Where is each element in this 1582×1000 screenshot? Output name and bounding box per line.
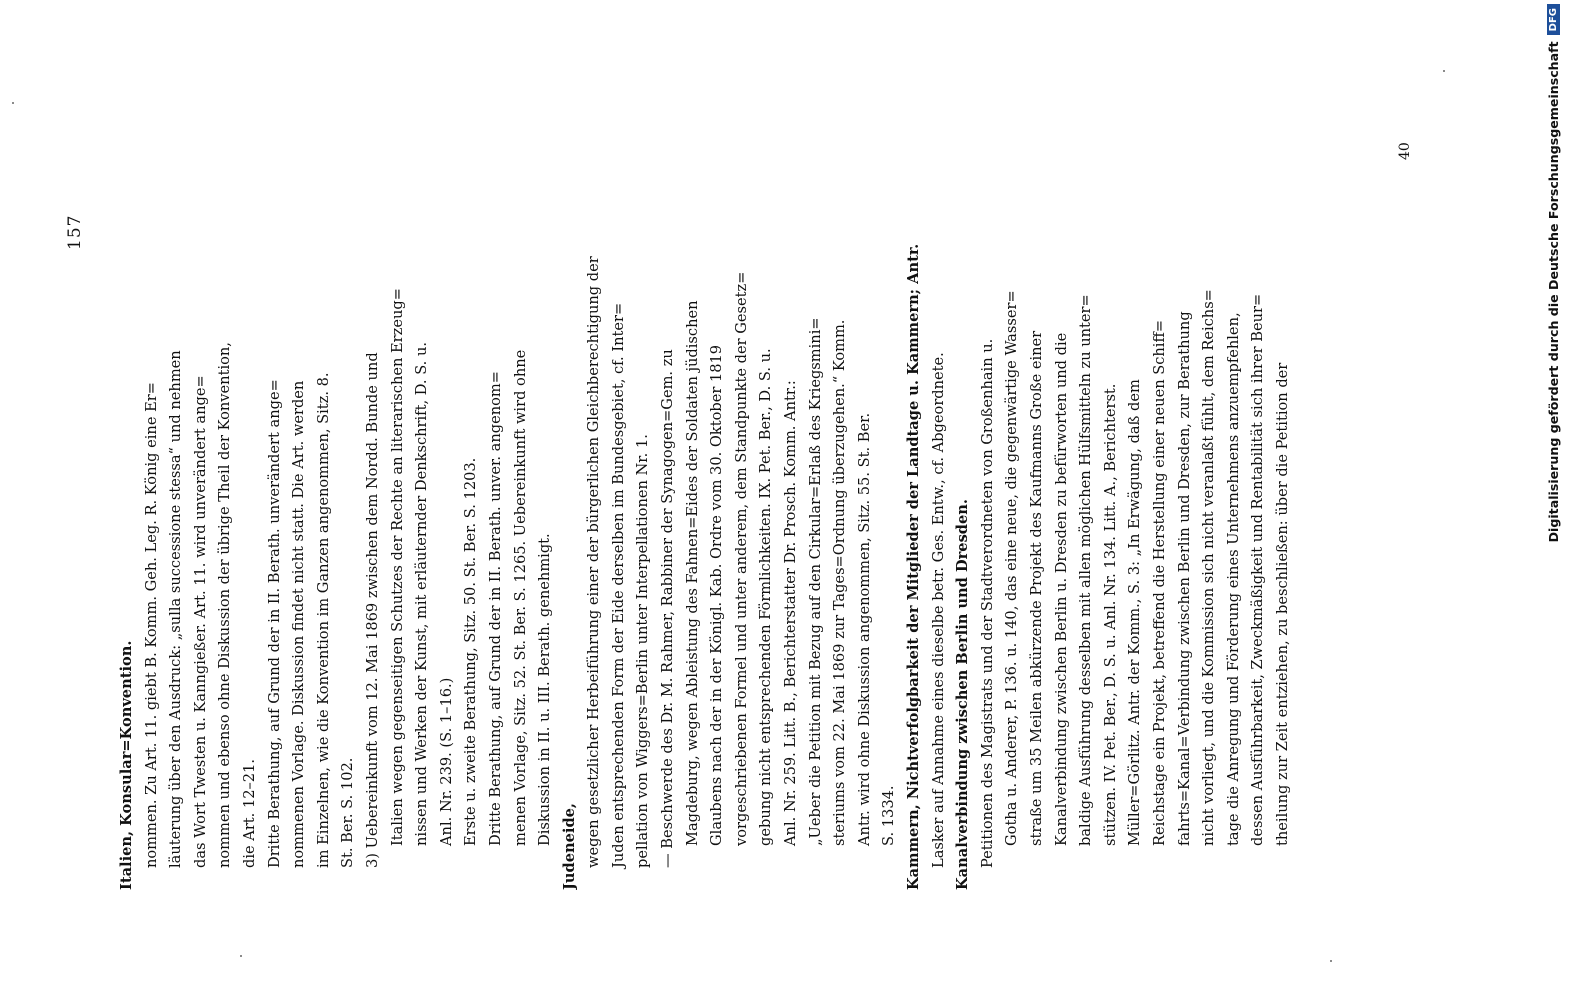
text-line: Petitionen des Magistrats und der Stadtverordneten von Großenhain u. xyxy=(978,338,996,868)
text-line: theilung zur Zeit entziehen, zu beschließen: über die Petition der xyxy=(1273,362,1291,846)
text-line: vorgeschriebenen Formel und unter anderem, dem Standpunkte der Gesetz= xyxy=(732,271,750,846)
text-line: nommenen Vorlage. Diskussion findet nicht statt. Die Art. werden xyxy=(290,380,308,868)
text-line: baldige Ausführung desselben mit allen möglichen Hülfsmitteln zu unter= xyxy=(1077,294,1095,846)
text-line: Anl. Nr. 259. Litt. B., Berichterstatter Dr. Prosch. Komm. Antr.: xyxy=(782,380,800,846)
text-line: im Einzelnen, wie die Konvention im Ganzen angenommen, Sitz. 8. xyxy=(314,372,332,868)
text-line: tage die Anregung und Förderung eines Unternehmens anzuempfehlen, xyxy=(1224,312,1242,846)
text-line: straße um 35 Meilen abkürzende Projekt des Kaufmanns Große einer xyxy=(1027,330,1045,846)
text-line: Reichstage ein Projekt, betreffend die Herstellung einer neuen Schiff= xyxy=(1150,319,1168,846)
page-number: 157 xyxy=(65,214,85,250)
text-line: dessen Ausführbarkeit, Zweckmäßigkeit und Rentabilität sich ihrer Beur= xyxy=(1249,293,1267,846)
entry-heading: Kanalverbindung zwischen Berlin und Dresden. xyxy=(954,499,972,890)
text-line: 3) Uebereinkunft vom 12. Mai 1869 zwischen dem Nordd. Bunde und xyxy=(363,352,381,868)
text-line: Gotha u. Anderer, P. 136. u. 140, das eine neue, die gegenwärtige Wasser= xyxy=(1003,290,1021,846)
text-line: S. 1334. xyxy=(880,785,898,846)
text-line: Dritte Berathung, auf Grund der in II. Berath. unver. angenom= xyxy=(486,371,504,846)
digitization-credit-text: Digitalisierung gefördert durch die Deutsche Forschungsgemeinschaft xyxy=(1545,41,1561,543)
text-line: läuterung über den Ausdruck: „sulla successione stessa“ und nehmen xyxy=(167,350,185,868)
document-body xyxy=(115,30,1296,890)
text-line: stützen. IV. Pet. Ber., D. S. u. Anl. Nr. 134. Litt. A., Berichterst. xyxy=(1101,383,1119,846)
rotated-page-content xyxy=(65,30,1445,890)
text-line: Antr. wird ohne Diskussion angenommen, Sitz. 55. St. Ber. xyxy=(855,412,873,846)
scan-speck xyxy=(12,102,14,104)
entry-heading: Italien, Konsular=Konvention. xyxy=(118,640,135,890)
text-line: Magdeburg, wegen Ableistung des Fahnen=Eides der Soldaten jüdischen xyxy=(683,300,701,846)
entry-heading: Kammern, Nichtverfolgbarkeit der Mitglieder der Landtage u. Kammern; Antr. xyxy=(905,243,922,890)
text-line: Juden entsprechenden Form der Eide derselben im Bundesgebiet, cf. Inter= xyxy=(609,302,627,868)
scan-speck xyxy=(1330,960,1332,962)
text-line: Italien wegen gegenseitigen Schutzes der Rechte an literarischen Erzeug= xyxy=(388,288,406,846)
text-line: wegen gesetzlicher Herbeiführung einer der bürgerlichen Gleichberechtigung der xyxy=(585,256,603,868)
entry-heading: Judeneide, xyxy=(560,802,578,890)
text-line: das Wort Twesten u. Kanngießer. Art. 11. wird unverändert ange= xyxy=(191,375,209,868)
text-line: „Ueber die Petition mit Bezug auf den Cirkular=Erlaß des Kriegsmini= xyxy=(806,317,824,846)
text-line: die Art. 12–21. xyxy=(240,758,258,868)
text-line: Anl. Nr. 239. (S. 1–16.) xyxy=(437,677,455,846)
text-line: Erste u. zweite Berathung, Sitz. 50. St. Ber. S. 1203. xyxy=(462,457,480,846)
text-line: nommen und ebenso ohne Diskussion der übrige Theil der Konvention, xyxy=(216,342,234,868)
text-line: fahrts=Kanal=Verbindung zwischen Berlin und Dresden, zur Berathung xyxy=(1175,311,1193,846)
text-line: menen Vorlage, Sitz. 52. St. Ber. S. 1265. Uebereinkunft wird ohne xyxy=(511,349,529,846)
text-line: St. Ber. S. 102. xyxy=(339,757,357,868)
text-line: Müller=Görlitz. Antr. der Komm., S. 3: „In Erwägung, daß dem xyxy=(1126,379,1144,846)
scan-speck xyxy=(240,955,242,957)
text-line: Glaubens nach der in der Königl. Kab. Ordre vom 30. Oktober 1819 xyxy=(708,344,726,846)
text-line: Dritte Berathung, auf Grund der in II. Berath. unverändert ange= xyxy=(265,379,283,868)
text-line: steriums vom 22. Mai 1869 zur Tages=Ordnung überzugehen.“ Komm. xyxy=(831,319,849,846)
text-line: — Beschwerde des Dr. M. Rahmer, Rabbiner der Synagogen=Gem. zu xyxy=(659,349,677,868)
text-line: nommen. Zu Art. 11. giebt B. Komm. Geh. Leg. R. König eine Er= xyxy=(142,382,160,868)
text-line: nicht vorliegt, und die Kommission sich nicht veranlaßt fühlt, dem Reichs= xyxy=(1200,289,1218,846)
dfg-logo: DFG xyxy=(1547,4,1560,35)
text-line: gebung nicht entsprechenden Förmlichkeiten. IX. Pet. Ber., D. S. u. xyxy=(757,348,775,846)
text-line: Kanalverbindung zwischen Berlin u. Dresden zu befürworten und die xyxy=(1052,332,1070,846)
text-line: pellation von Wiggers=Berlin unter Interpellationen Nr. 1. xyxy=(634,434,652,868)
digitization-credit xyxy=(1541,4,1565,994)
text-line: Diskussion in II. u. III. Berath. genehmigt. xyxy=(536,533,554,846)
text-line: nissen und Werken der Kunst, mit erläuternder Denkschrift, D. S. u. xyxy=(413,342,431,846)
text-line: Lasker auf Annahme eines dieselbe betr. Ges. Entw., cf. Abgeordnete. xyxy=(929,352,947,868)
footer-number: 40 xyxy=(1397,142,1413,160)
